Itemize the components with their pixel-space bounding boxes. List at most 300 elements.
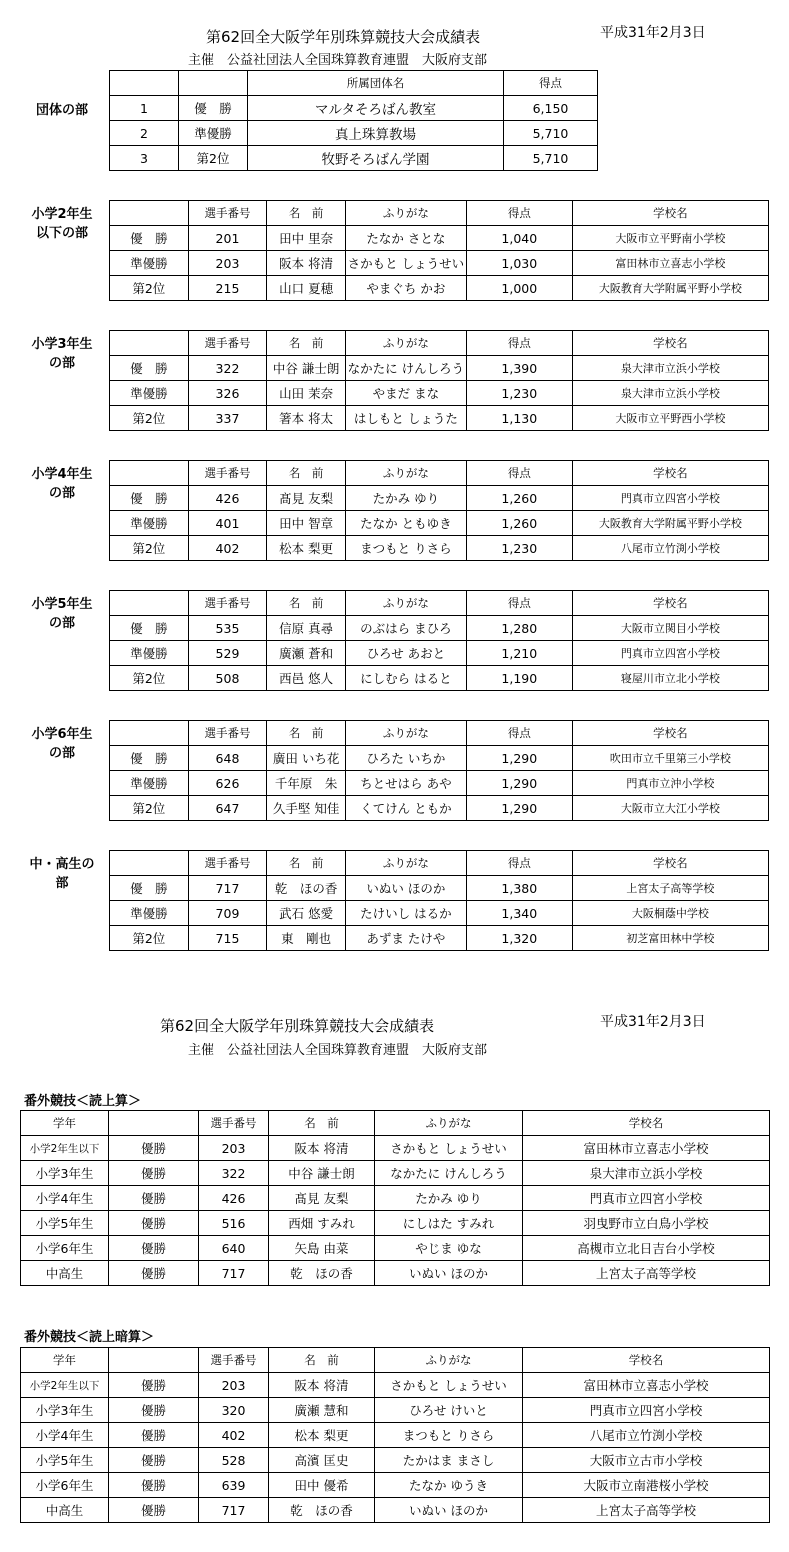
rank: 優勝 bbox=[109, 1373, 199, 1398]
table-row bbox=[110, 146, 598, 171]
rank: 第2位 bbox=[110, 926, 189, 951]
rank: 優 勝 bbox=[110, 226, 189, 251]
page-title-2: 第62回全大阪学年別珠算競技大会成績表 bbox=[160, 1017, 435, 1035]
header-cell bbox=[109, 1111, 199, 1136]
player-number: 717 bbox=[188, 876, 267, 901]
school: 大阪市立関目小学校 bbox=[572, 616, 768, 641]
header-cell: ふりがな bbox=[345, 591, 466, 616]
player-number: 535 bbox=[188, 616, 267, 641]
extra-section-label: 番外競技＜読上算＞ bbox=[24, 1094, 142, 1109]
table-row bbox=[110, 511, 769, 536]
header-cell: ふりがな bbox=[375, 1348, 523, 1373]
rank: 第2位 bbox=[110, 276, 189, 301]
school: 門真市立四宮小学校 bbox=[523, 1186, 770, 1211]
table-row bbox=[110, 486, 769, 511]
school: 大阪市立古市小学校 bbox=[523, 1448, 770, 1473]
school: 高槻市立北日吉台小学校 bbox=[523, 1236, 770, 1261]
results-table bbox=[109, 720, 769, 821]
rank: 優勝 bbox=[109, 1473, 199, 1498]
score: 1,390 bbox=[466, 356, 572, 381]
player-name: 田中 智章 bbox=[267, 511, 346, 536]
grade: 小学6年生 bbox=[21, 1236, 109, 1261]
grade: 中高生 bbox=[21, 1498, 109, 1523]
school: 大阪教育大学附属平野小学校 bbox=[572, 511, 768, 536]
header-cell: 名 前 bbox=[267, 331, 346, 356]
header-cell: 選手番号 bbox=[188, 461, 267, 486]
table-row bbox=[110, 616, 769, 641]
player-name: 西邑 悠人 bbox=[267, 666, 346, 691]
header-cell: 名 前 bbox=[269, 1111, 375, 1136]
player-name: 千年原 朱 bbox=[267, 771, 346, 796]
school: 泉大津市立浜小学校 bbox=[523, 1161, 770, 1186]
table-row bbox=[110, 96, 598, 121]
table-row bbox=[21, 1373, 770, 1398]
school: 泉大津市立浜小学校 bbox=[572, 356, 768, 381]
grade: 小学2年生以下 bbox=[21, 1373, 109, 1398]
score: 1,280 bbox=[466, 616, 572, 641]
section-label-line1: 小学4年生 bbox=[31, 467, 93, 482]
player-number: 402 bbox=[188, 536, 267, 561]
rank: 優 勝 bbox=[110, 876, 189, 901]
rank: 準優勝 bbox=[110, 901, 189, 926]
player-number: 639 bbox=[199, 1473, 269, 1498]
player-number: 717 bbox=[199, 1498, 269, 1523]
player-name: 中谷 謙士朗 bbox=[267, 356, 346, 381]
header-cell bbox=[110, 201, 189, 226]
header-cell: 学校名 bbox=[572, 461, 768, 486]
header-cell: 学校名 bbox=[523, 1111, 770, 1136]
header-cell: 所属団体名 bbox=[248, 71, 504, 96]
rank: 優勝 bbox=[109, 1211, 199, 1236]
player-name: 松本 梨更 bbox=[267, 536, 346, 561]
furigana: さかもと しょうせい bbox=[375, 1373, 523, 1398]
grade: 小学4年生 bbox=[21, 1186, 109, 1211]
table-row bbox=[110, 796, 769, 821]
school: 富田林市立喜志小学校 bbox=[523, 1136, 770, 1161]
rank: 優勝 bbox=[109, 1423, 199, 1448]
player-name: 阪本 将清 bbox=[269, 1136, 375, 1161]
table-row bbox=[110, 121, 598, 146]
header-cell: 学年 bbox=[21, 1348, 109, 1373]
rank: 優勝 bbox=[109, 1398, 199, 1423]
player-name: 山田 茉奈 bbox=[267, 381, 346, 406]
header-cell bbox=[110, 591, 189, 616]
school: 上宮太子高等学校 bbox=[523, 1498, 770, 1523]
table-header-row bbox=[110, 201, 769, 226]
grade: 小学3年生 bbox=[21, 1161, 109, 1186]
player-number: 402 bbox=[199, 1423, 269, 1448]
rank: 優 勝 bbox=[110, 746, 189, 771]
school: 門真市立四宮小学校 bbox=[523, 1398, 770, 1423]
header-cell: 学校名 bbox=[572, 721, 768, 746]
rank: 準優勝 bbox=[110, 381, 189, 406]
player-name: 山口 夏穂 bbox=[267, 276, 346, 301]
rank: 優勝 bbox=[109, 1261, 199, 1286]
team-name: マルタそろばん教室 bbox=[248, 96, 504, 121]
table-row bbox=[110, 406, 769, 431]
rank-number: 1 bbox=[110, 96, 179, 121]
header-cell: ふりがな bbox=[345, 331, 466, 356]
player-number: 203 bbox=[188, 251, 267, 276]
table-header-row bbox=[21, 1111, 770, 1136]
table-row bbox=[110, 641, 769, 666]
section-label bbox=[16, 335, 108, 373]
results-table bbox=[109, 460, 769, 561]
score: 1,290 bbox=[466, 796, 572, 821]
school: 大阪桐蔭中学校 bbox=[572, 901, 768, 926]
table-row bbox=[110, 381, 769, 406]
extra-results-table bbox=[20, 1347, 770, 1523]
results-table bbox=[109, 590, 769, 691]
header-cell bbox=[110, 331, 189, 356]
school: 上宮太子高等学校 bbox=[572, 876, 768, 901]
school: 寝屋川市立北小学校 bbox=[572, 666, 768, 691]
rank: 優 勝 bbox=[110, 356, 189, 381]
table-header-row bbox=[110, 71, 598, 96]
header-cell: 選手番号 bbox=[188, 721, 267, 746]
team-name: 牧野そろばん学園 bbox=[248, 146, 504, 171]
rank: 優勝 bbox=[109, 1448, 199, 1473]
furigana: やまだ まな bbox=[345, 381, 466, 406]
rank: 優 勝 bbox=[110, 616, 189, 641]
furigana: たかはま まさし bbox=[375, 1448, 523, 1473]
date-2: 平成31年2月3日 bbox=[600, 1014, 706, 1030]
player-name: 乾 ほの香 bbox=[269, 1498, 375, 1523]
player-number: 717 bbox=[199, 1261, 269, 1286]
table-row bbox=[110, 226, 769, 251]
section-label bbox=[16, 725, 108, 763]
table-row bbox=[21, 1211, 770, 1236]
header-cell: 学年 bbox=[21, 1111, 109, 1136]
header-cell: ふりがな bbox=[375, 1111, 523, 1136]
player-number: 529 bbox=[188, 641, 267, 666]
header-cell: 選手番号 bbox=[188, 331, 267, 356]
player-name: 松本 梨更 bbox=[269, 1423, 375, 1448]
player-number: 709 bbox=[188, 901, 267, 926]
table-row bbox=[21, 1398, 770, 1423]
player-number: 322 bbox=[199, 1161, 269, 1186]
score: 1,290 bbox=[466, 746, 572, 771]
section-label-line1: 小学2年生 bbox=[31, 207, 93, 222]
table-row bbox=[110, 536, 769, 561]
table-row bbox=[21, 1236, 770, 1261]
team-table bbox=[109, 70, 598, 171]
player-number: 715 bbox=[188, 926, 267, 951]
score: 1,000 bbox=[466, 276, 572, 301]
rank: 第2位 bbox=[110, 796, 189, 821]
score: 1,290 bbox=[466, 771, 572, 796]
header-cell: 選手番号 bbox=[199, 1111, 269, 1136]
player-number: 320 bbox=[199, 1398, 269, 1423]
results-table bbox=[109, 200, 769, 301]
furigana: たなか ゆうき bbox=[375, 1473, 523, 1498]
header-cell: 学校名 bbox=[523, 1348, 770, 1373]
table-row bbox=[21, 1423, 770, 1448]
table-header-row bbox=[110, 331, 769, 356]
furigana: はしもと しょうた bbox=[345, 406, 466, 431]
furigana: なかたに けんしろう bbox=[345, 356, 466, 381]
school: 大阪市立平野西小学校 bbox=[572, 406, 768, 431]
score: 1,130 bbox=[466, 406, 572, 431]
school: 八尾市立竹渕小学校 bbox=[523, 1423, 770, 1448]
furigana: さかもと しょうせい bbox=[375, 1136, 523, 1161]
sponsor-2: 主催 公益社団法人全国珠算教育連盟 大阪府支部 bbox=[188, 1043, 488, 1058]
header-cell: 得点 bbox=[504, 71, 598, 96]
header-cell: 得点 bbox=[466, 721, 572, 746]
section-label-line1: 中・高生の bbox=[29, 857, 95, 872]
furigana: ちとせはら あや bbox=[345, 771, 466, 796]
furigana: ひろせ けいと bbox=[375, 1398, 523, 1423]
score: 1,260 bbox=[466, 511, 572, 536]
furigana: やまぐち かお bbox=[345, 276, 466, 301]
table-row bbox=[110, 276, 769, 301]
header-cell: 得点 bbox=[466, 331, 572, 356]
player-name: 阪本 将清 bbox=[269, 1373, 375, 1398]
header-cell bbox=[109, 1348, 199, 1373]
furigana: やじま ゆな bbox=[375, 1236, 523, 1261]
header-cell: ふりがな bbox=[345, 851, 466, 876]
player-number: 508 bbox=[188, 666, 267, 691]
table-row bbox=[21, 1448, 770, 1473]
score: 1,040 bbox=[466, 226, 572, 251]
table-row bbox=[110, 771, 769, 796]
rank: 優勝 bbox=[109, 1161, 199, 1186]
player-name: 東 剛也 bbox=[267, 926, 346, 951]
section-label bbox=[16, 855, 108, 893]
header-cell: 得点 bbox=[466, 591, 572, 616]
rank: 優勝 bbox=[109, 1186, 199, 1211]
player-number: 326 bbox=[188, 381, 267, 406]
table-row bbox=[21, 1473, 770, 1498]
rank: 第2位 bbox=[179, 146, 248, 171]
player-name: 高濱 匡史 bbox=[269, 1448, 375, 1473]
table-row bbox=[110, 746, 769, 771]
score: 1,030 bbox=[466, 251, 572, 276]
extra-section-label: 番外競技＜読上暗算＞ bbox=[24, 1330, 155, 1345]
table-row bbox=[110, 666, 769, 691]
player-number: 215 bbox=[188, 276, 267, 301]
extra-results-table bbox=[20, 1110, 770, 1286]
school: 八尾市立竹渕小学校 bbox=[572, 536, 768, 561]
score: 1,210 bbox=[466, 641, 572, 666]
header-cell: 名 前 bbox=[267, 591, 346, 616]
player-number: 203 bbox=[199, 1373, 269, 1398]
score: 1,260 bbox=[466, 486, 572, 511]
school: 吹田市立千里第三小学校 bbox=[572, 746, 768, 771]
header-cell bbox=[110, 461, 189, 486]
furigana: くてけん ともか bbox=[345, 796, 466, 821]
school: 門真市立四宮小学校 bbox=[572, 486, 768, 511]
furigana: いぬい ほのか bbox=[375, 1261, 523, 1286]
player-name: 廣瀬 慧和 bbox=[269, 1398, 375, 1423]
header-cell: 学校名 bbox=[572, 201, 768, 226]
grade: 小学4年生 bbox=[21, 1423, 109, 1448]
section-label-line1: 小学3年生 bbox=[31, 337, 93, 352]
player-name: 中谷 謙士朗 bbox=[269, 1161, 375, 1186]
table-row bbox=[110, 926, 769, 951]
grade: 小学5年生 bbox=[21, 1448, 109, 1473]
rank: 準優勝 bbox=[110, 251, 189, 276]
school: 上宮太子高等学校 bbox=[523, 1261, 770, 1286]
score: 5,710 bbox=[504, 121, 598, 146]
furigana: のぶはら まひろ bbox=[345, 616, 466, 641]
rank: 優 勝 bbox=[110, 486, 189, 511]
furigana: まつもと りさら bbox=[345, 536, 466, 561]
player-name: 矢島 由菜 bbox=[269, 1236, 375, 1261]
player-number: 426 bbox=[199, 1186, 269, 1211]
rank: 準優勝 bbox=[110, 511, 189, 536]
school: 門真市立四宮小学校 bbox=[572, 641, 768, 666]
section-label-line2: の部 bbox=[48, 616, 75, 631]
player-number: 401 bbox=[188, 511, 267, 536]
header-cell: ふりがな bbox=[345, 461, 466, 486]
furigana: たなか さとな bbox=[345, 226, 466, 251]
rank: 優勝 bbox=[109, 1136, 199, 1161]
page-title: 第62回全大阪学年別珠算競技大会成績表 bbox=[206, 28, 481, 46]
player-name: 田中 里奈 bbox=[267, 226, 346, 251]
player-name: 髙見 友梨 bbox=[269, 1186, 375, 1211]
header-cell bbox=[110, 721, 189, 746]
rank: 第2位 bbox=[110, 536, 189, 561]
header-cell: 選手番号 bbox=[188, 851, 267, 876]
sponsor: 主催 公益社団法人全国珠算教育連盟 大阪府支部 bbox=[188, 53, 488, 68]
rank: 優 勝 bbox=[179, 96, 248, 121]
score: 1,230 bbox=[466, 381, 572, 406]
player-name: 田中 優希 bbox=[269, 1473, 375, 1498]
header-cell: ふりがな bbox=[345, 201, 466, 226]
furigana: いぬい ほのか bbox=[375, 1498, 523, 1523]
school: 泉大津市立浜小学校 bbox=[572, 381, 768, 406]
furigana: ひろせ あおと bbox=[345, 641, 466, 666]
section-label-line2: の部 bbox=[48, 486, 75, 501]
school: 大阪市立平野南小学校 bbox=[572, 226, 768, 251]
table-row bbox=[110, 251, 769, 276]
header-cell: 学校名 bbox=[572, 851, 768, 876]
rank: 準優勝 bbox=[110, 641, 189, 666]
grade: 中高生 bbox=[21, 1261, 109, 1286]
grade: 小学5年生 bbox=[21, 1211, 109, 1236]
table-row bbox=[21, 1161, 770, 1186]
player-number: 528 bbox=[199, 1448, 269, 1473]
table-header-row bbox=[21, 1348, 770, 1373]
table-row bbox=[21, 1498, 770, 1523]
furigana: あずま たけや bbox=[345, 926, 466, 951]
header-cell: 選手番号 bbox=[188, 591, 267, 616]
header-cell: 名 前 bbox=[267, 461, 346, 486]
score: 1,380 bbox=[466, 876, 572, 901]
section-label-line2: の部 bbox=[48, 746, 75, 761]
header-cell: 名 前 bbox=[269, 1348, 375, 1373]
player-name: 信原 真尋 bbox=[267, 616, 346, 641]
school: 初芝富田林中学校 bbox=[572, 926, 768, 951]
section-label bbox=[16, 595, 108, 633]
player-number: 201 bbox=[188, 226, 267, 251]
header-cell: 得点 bbox=[466, 461, 572, 486]
school: 大阪市立南港桜小学校 bbox=[523, 1473, 770, 1498]
school: 大阪教育大学附属平野小学校 bbox=[572, 276, 768, 301]
rank-number: 2 bbox=[110, 121, 179, 146]
header-cell: 学校名 bbox=[572, 331, 768, 356]
grade: 小学2年生以下 bbox=[21, 1136, 109, 1161]
grade: 小学3年生 bbox=[21, 1398, 109, 1423]
player-name: 阪本 将清 bbox=[267, 251, 346, 276]
header-cell: 選手番号 bbox=[199, 1348, 269, 1373]
rank-number: 3 bbox=[110, 146, 179, 171]
player-number: 640 bbox=[199, 1236, 269, 1261]
player-name: 久手堅 知佳 bbox=[267, 796, 346, 821]
team-name: 真上珠算教場 bbox=[248, 121, 504, 146]
rank: 優勝 bbox=[109, 1498, 199, 1523]
furigana: たけいし はるか bbox=[345, 901, 466, 926]
player-name: 廣田 いち花 bbox=[267, 746, 346, 771]
score: 1,340 bbox=[466, 901, 572, 926]
score: 5,710 bbox=[504, 146, 598, 171]
table-row bbox=[21, 1136, 770, 1161]
header-cell: 名 前 bbox=[267, 721, 346, 746]
date: 平成31年2月3日 bbox=[600, 25, 706, 41]
results-table bbox=[109, 850, 769, 951]
score: 1,190 bbox=[466, 666, 572, 691]
header-cell bbox=[179, 71, 248, 96]
section-label-line1: 小学6年生 bbox=[31, 727, 93, 742]
player-name: 髙見 友梨 bbox=[267, 486, 346, 511]
header-cell: ふりがな bbox=[345, 721, 466, 746]
furigana: まつもと りさら bbox=[375, 1423, 523, 1448]
team-section-label: 団体の部 bbox=[35, 103, 88, 118]
player-number: 203 bbox=[199, 1136, 269, 1161]
score: 1,320 bbox=[466, 926, 572, 951]
table-row bbox=[21, 1261, 770, 1286]
furigana: いぬい ほのか bbox=[345, 876, 466, 901]
header-cell: 選手番号 bbox=[188, 201, 267, 226]
furigana: なかたに けんしろう bbox=[375, 1161, 523, 1186]
grade: 小学6年生 bbox=[21, 1473, 109, 1498]
table-header-row bbox=[110, 851, 769, 876]
school: 富田林市立喜志小学校 bbox=[523, 1373, 770, 1398]
section-label-line1: 小学5年生 bbox=[31, 597, 93, 612]
player-number: 647 bbox=[188, 796, 267, 821]
section-label bbox=[16, 465, 108, 503]
school: 大阪市立大江小学校 bbox=[572, 796, 768, 821]
results-table bbox=[109, 330, 769, 431]
rank: 第2位 bbox=[110, 406, 189, 431]
header-cell: 名 前 bbox=[267, 851, 346, 876]
header-cell bbox=[110, 851, 189, 876]
header-cell: 学校名 bbox=[572, 591, 768, 616]
player-name: 乾 ほの香 bbox=[269, 1261, 375, 1286]
header-cell: 得点 bbox=[466, 201, 572, 226]
player-name: 箸本 将太 bbox=[267, 406, 346, 431]
player-number: 337 bbox=[188, 406, 267, 431]
player-name: 乾 ほの香 bbox=[267, 876, 346, 901]
furigana: さかもと しょうせい bbox=[345, 251, 466, 276]
header-cell bbox=[110, 71, 179, 96]
section-label-line2: 以下の部 bbox=[35, 226, 88, 241]
school: 羽曳野市立白鳥小学校 bbox=[523, 1211, 770, 1236]
section-label bbox=[16, 205, 108, 243]
rank: 第2位 bbox=[110, 666, 189, 691]
table-row bbox=[21, 1186, 770, 1211]
score: 6,150 bbox=[504, 96, 598, 121]
header-cell: 名 前 bbox=[267, 201, 346, 226]
score: 1,230 bbox=[466, 536, 572, 561]
player-number: 648 bbox=[188, 746, 267, 771]
header-cell: 得点 bbox=[466, 851, 572, 876]
furigana: ひろた いちか bbox=[345, 746, 466, 771]
furigana: たかみ ゆり bbox=[375, 1186, 523, 1211]
player-number: 516 bbox=[199, 1211, 269, 1236]
rank: 優勝 bbox=[109, 1236, 199, 1261]
